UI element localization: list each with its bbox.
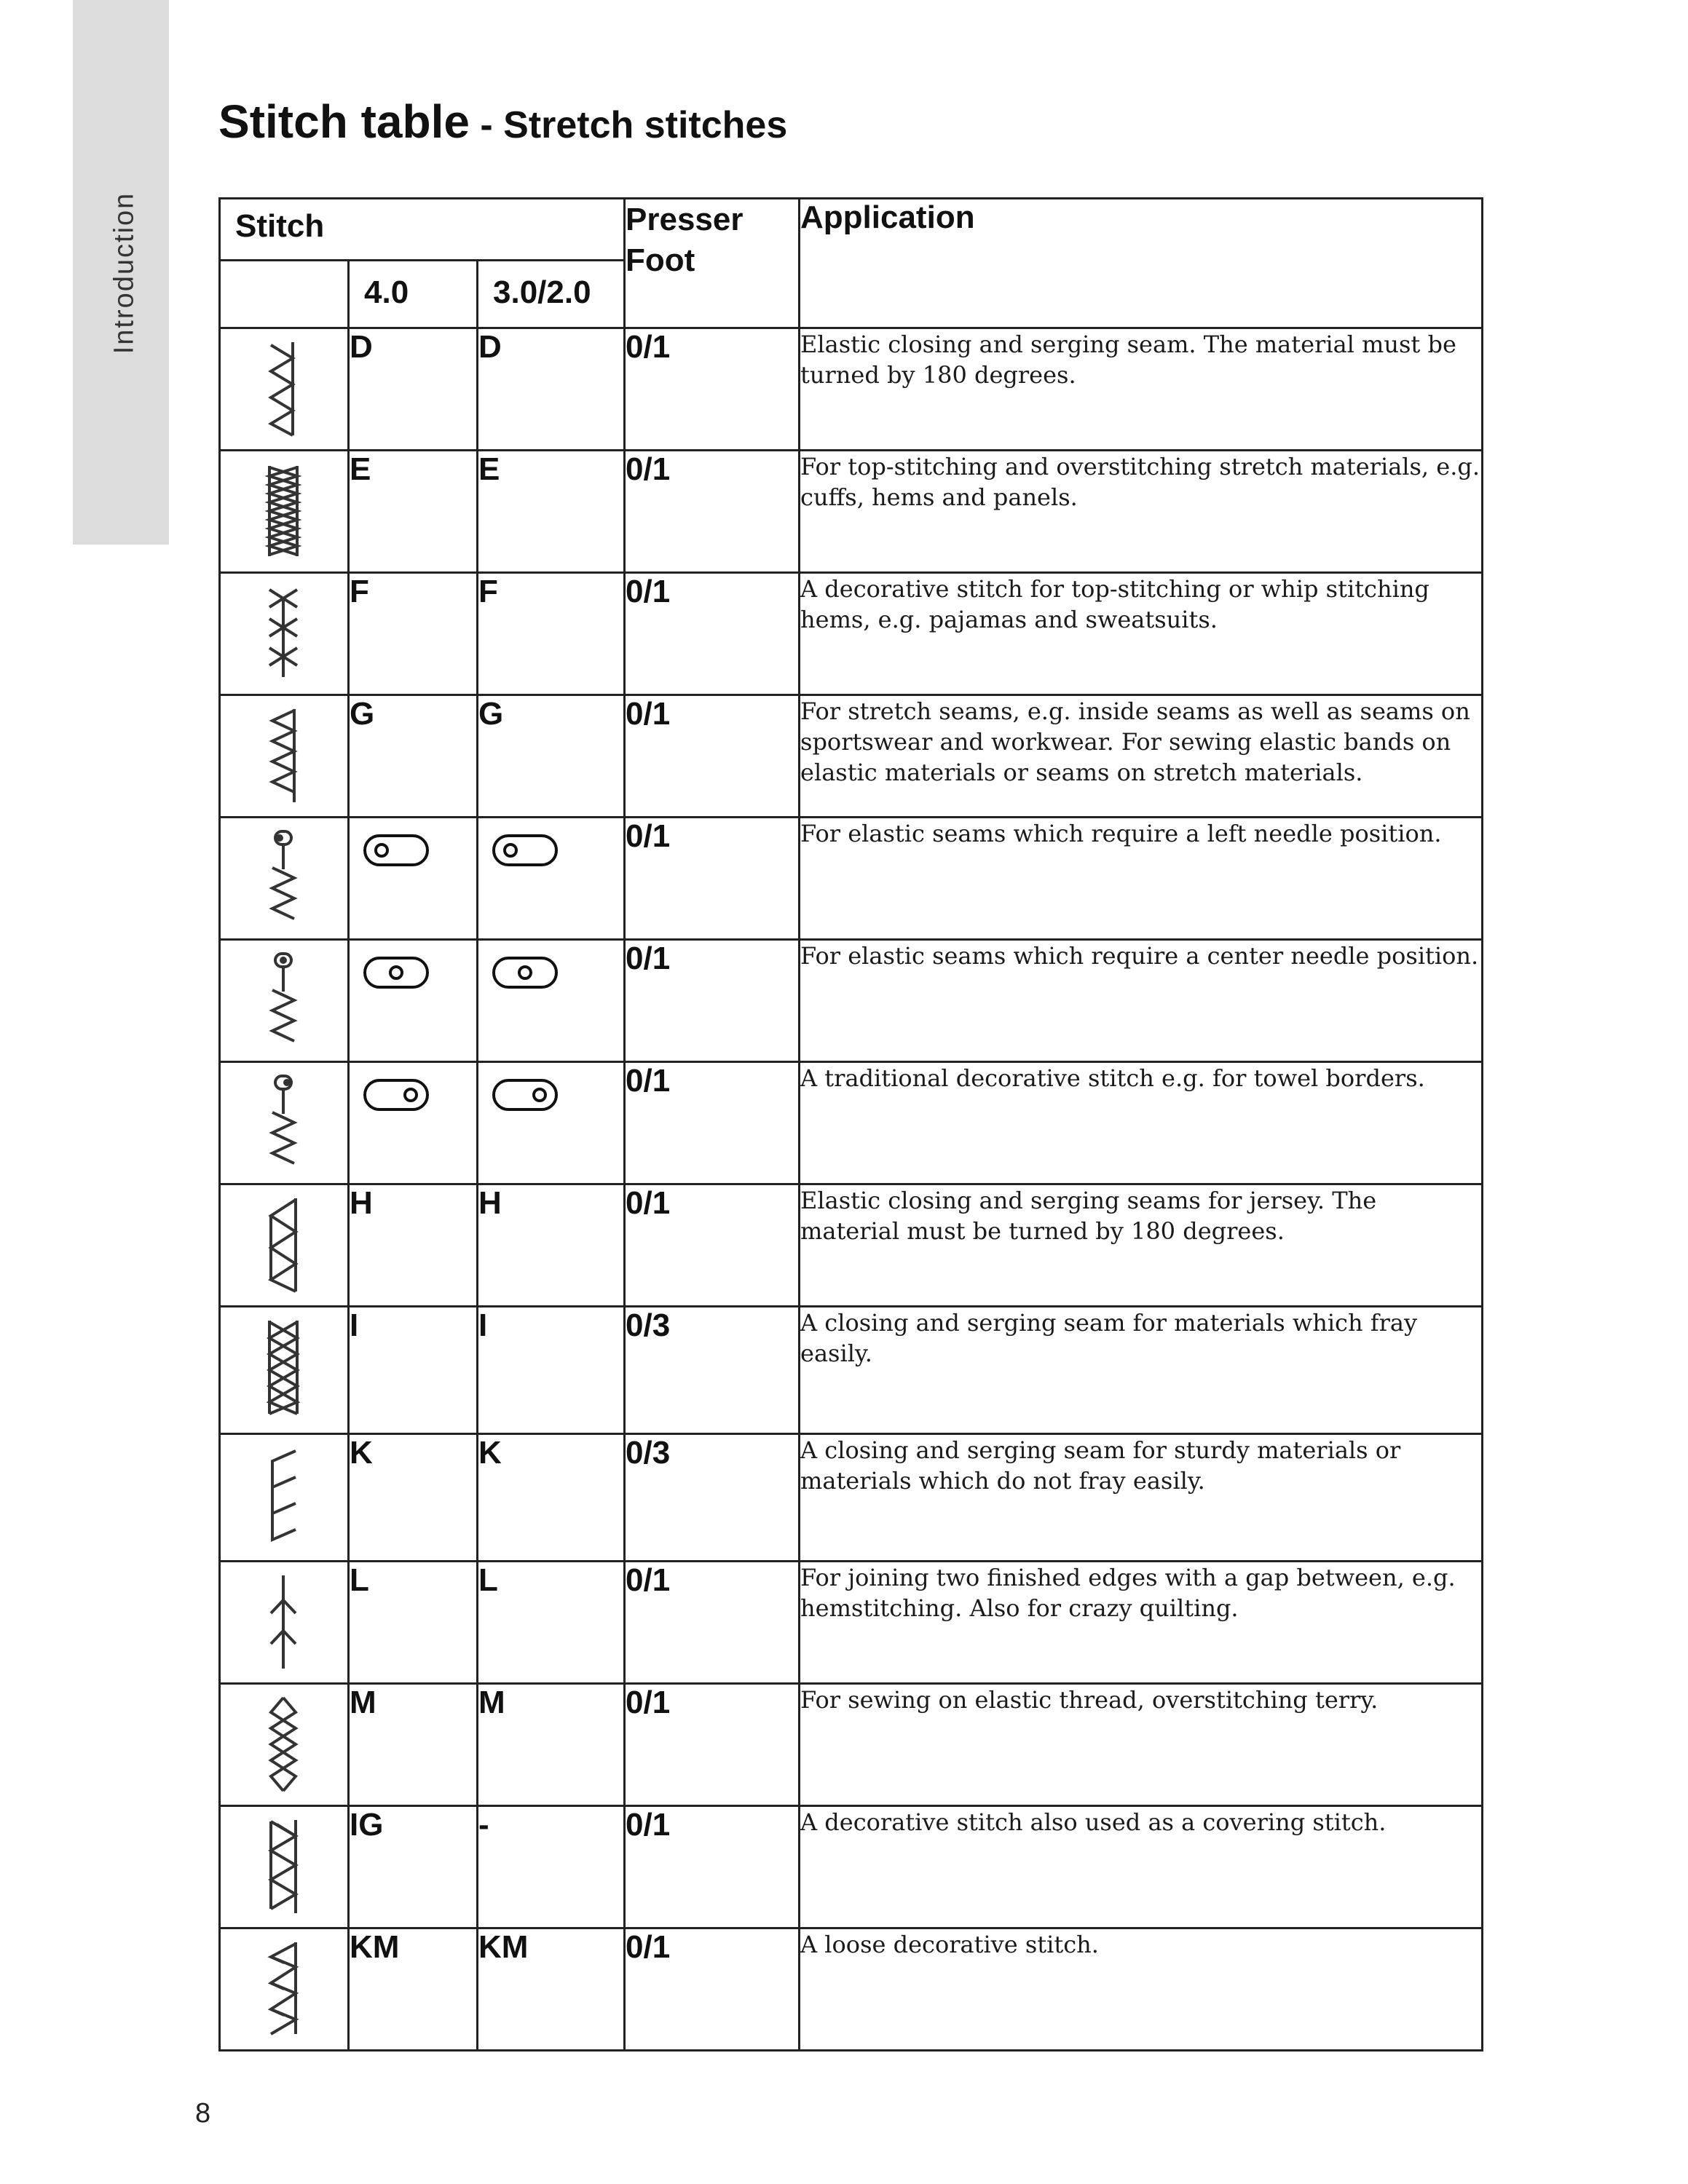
page-title <box>218 95 787 149</box>
stitch-icon-cell <box>220 1184 349 1307</box>
application-text: A decorative stitch for top-stitching or whip stitching hems, e.g. pajamas and sweatsuits. <box>800 573 1483 695</box>
needle-right-position-icon <box>363 1077 430 1112</box>
application-text: A loose decorative stitch. <box>800 1928 1483 2051</box>
presser-foot-value: 0/1 <box>625 328 800 451</box>
stitch-code-4: H <box>349 1184 478 1307</box>
table-row <box>220 1184 1483 1307</box>
stitch-icon-cell <box>220 818 349 940</box>
table-row <box>220 1307 1483 1434</box>
table-row <box>220 1806 1483 1928</box>
stitch-code-4-cell <box>349 1062 478 1184</box>
presser-foot-value: 0/1 <box>625 451 800 573</box>
needle-right-position-icon <box>492 1077 559 1112</box>
presser-foot-header: Presser Foot <box>625 199 800 328</box>
application-text: A decorative stitch also used as a covering stitch. <box>800 1806 1483 1928</box>
table-row <box>220 1062 1483 1184</box>
stitch-code-4: F <box>349 573 478 695</box>
application-text: Elastic closing and serging seam. The material must be turned by 180 degrees. <box>800 328 1483 451</box>
stitch-icon-cell <box>220 940 349 1062</box>
presser-foot-value: 0/1 <box>625 695 800 818</box>
hemstitching-stitch-icon <box>262 1571 306 1673</box>
application-text: For top-stitching and overstitching stretch materials, e.g. cuffs, hems and panels. <box>800 451 1483 573</box>
stitch-icon-cell <box>220 1307 349 1434</box>
table-row <box>220 1434 1483 1562</box>
stitch-code-3: M <box>478 1684 625 1806</box>
stitch-code-4: E <box>349 451 478 573</box>
covering-stitch-icon <box>262 1816 306 1918</box>
table-row <box>220 1684 1483 1806</box>
stitch-code-3: - <box>478 1806 625 1928</box>
presser-foot-value: 0/1 <box>625 1928 800 2051</box>
stitch-icon-cell <box>220 1562 349 1684</box>
presser-foot-value: 0/1 <box>625 1684 800 1806</box>
presser-foot-value: 0/1 <box>625 1062 800 1184</box>
application-text: For elastic seams which require a left needle position. <box>800 818 1483 940</box>
application-text: Elastic closing and serging seams for jersey. The material must be turned by 180 degrees. <box>800 1184 1483 1307</box>
stitch-icon-cell <box>220 1062 349 1184</box>
stitch-code-4: D <box>349 328 478 451</box>
width-4-header: 4.0 <box>349 261 478 328</box>
page-title-main: Stitch table <box>218 95 470 148</box>
width-3-2-header: 3.0/2.0 <box>478 261 625 328</box>
stitch-code-3-cell <box>478 1062 625 1184</box>
table-row <box>220 940 1483 1062</box>
stitch-icon-subheader <box>220 261 349 328</box>
needle-center-stitch-icon <box>262 949 306 1051</box>
application-header: Application <box>800 199 1483 328</box>
stitch-table <box>218 197 1483 2052</box>
presser-foot-value: 0/1 <box>625 1184 800 1307</box>
stitch-icon-cell <box>220 1684 349 1806</box>
application-text: For sewing on elastic thread, overstitching terry. <box>800 1684 1483 1806</box>
stitch-icon-cell <box>220 1434 349 1562</box>
table-row <box>220 1928 1483 2051</box>
page-title-sub: - Stretch stitches <box>469 104 788 146</box>
table-row <box>220 695 1483 818</box>
sturdy-closing-stitch-icon <box>262 1444 306 1546</box>
page-number: 8 <box>195 2098 211 2129</box>
stitch-code-4: L <box>349 1562 478 1684</box>
fray-closing-stitch-icon <box>262 1316 306 1418</box>
needle-right-stitch-icon <box>262 1072 306 1174</box>
elastic-thread-stitch-icon <box>262 1693 306 1795</box>
stitch-code-4: M <box>349 1684 478 1806</box>
stitch-code-3: I <box>478 1307 625 1434</box>
presser-foot-value: 0/3 <box>625 1434 800 1562</box>
table-row <box>220 1562 1483 1684</box>
needle-center-position-icon <box>492 955 559 990</box>
presser-foot-value: 0/1 <box>625 573 800 695</box>
stitch-code-4: G <box>349 695 478 818</box>
top-stitching-stitch-icon <box>262 460 306 562</box>
stitch-code-3: H <box>478 1184 625 1307</box>
presser-foot-value: 0/1 <box>625 940 800 1062</box>
stitch-icon-cell <box>220 695 349 818</box>
table-row <box>220 818 1483 940</box>
stitch-code-4: IG <box>349 1806 478 1928</box>
stitch-icon-cell <box>220 1928 349 2051</box>
table-row <box>220 451 1483 573</box>
stitch-header: Stitch <box>220 199 625 261</box>
application-text: A closing and serging seam for materials which fray easily. <box>800 1307 1483 1434</box>
stitch-icon-cell <box>220 451 349 573</box>
application-text: A traditional decorative stitch e.g. for towel borders. <box>800 1062 1483 1184</box>
stitch-code-3-cell <box>478 940 625 1062</box>
side-tab-label: Introduction <box>109 191 140 355</box>
stitch-code-3: K <box>478 1434 625 1562</box>
stitch-code-4: K <box>349 1434 478 1562</box>
stitch-code-3: G <box>478 695 625 818</box>
needle-left-position-icon <box>492 833 559 868</box>
stitch-code-3: E <box>478 451 625 573</box>
presser-foot-value: 0/1 <box>625 1562 800 1684</box>
table-header-row <box>220 199 1483 261</box>
application-text: For stretch seams, e.g. inside seams as well as seams on sportswear and workwear. For sewing elastic bands on elastic materials or seams on stretch materials. <box>800 695 1483 818</box>
presser-foot-value: 0/1 <box>625 818 800 940</box>
stitch-icon-cell <box>220 328 349 451</box>
stitch-code-3: F <box>478 573 625 695</box>
cross-stitch-icon <box>262 582 306 684</box>
application-text: For elastic seams which require a center needle position. <box>800 940 1483 1062</box>
stitch-code-3: L <box>478 1562 625 1684</box>
elastic-closing-stitch-icon <box>262 338 306 440</box>
stitch-code-3: D <box>478 328 625 451</box>
presser-foot-value: 0/1 <box>625 1806 800 1928</box>
presser-foot-value: 0/3 <box>625 1307 800 1434</box>
stitch-code-4-cell <box>349 940 478 1062</box>
needle-center-position-icon <box>363 955 430 990</box>
stitch-code-4: KM <box>349 1928 478 2051</box>
jersey-closing-stitch-icon <box>262 1194 306 1296</box>
stitch-code-3-cell <box>478 818 625 940</box>
stitch-code-4-cell <box>349 818 478 940</box>
application-text: A closing and serging seam for sturdy materials or materials which do not fray easily. <box>800 1434 1483 1562</box>
application-text: For joining two finished edges with a gap between, e.g. hemstitching. Also for crazy quilting. <box>800 1562 1483 1684</box>
stitch-code-4: I <box>349 1307 478 1434</box>
stitch-icon-cell <box>220 1806 349 1928</box>
needle-left-stitch-icon <box>262 827 306 929</box>
table-row <box>220 328 1483 451</box>
needle-left-position-icon <box>363 833 430 868</box>
stretch-seam-stitch-icon <box>262 705 306 807</box>
loose-decorative-stitch-icon <box>262 1938 306 2040</box>
stitch-icon-cell <box>220 573 349 695</box>
table-row <box>220 573 1483 695</box>
stitch-code-3: KM <box>478 1928 625 2051</box>
